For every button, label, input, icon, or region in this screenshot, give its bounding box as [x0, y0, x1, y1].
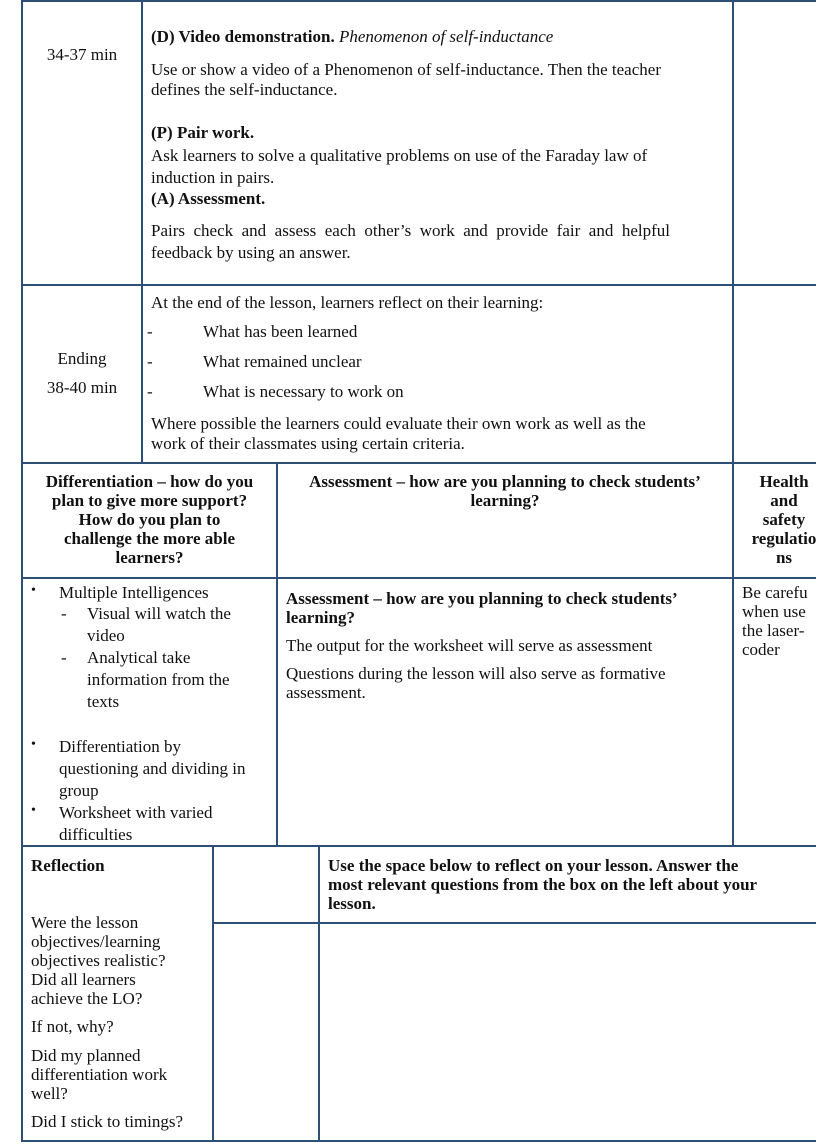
assessment-heading: (A) Assessment.: [151, 189, 266, 208]
video-heading-italic: Phenomenon of self-inductance: [338, 27, 554, 46]
text-line: learning?: [286, 608, 355, 627]
header-line: learners?: [115, 548, 184, 567]
header-line: and: [770, 491, 798, 510]
pair-work-line-2: induction in pairs.: [151, 168, 275, 187]
ending-time: 38-40 min: [46, 378, 118, 397]
text-line: assessment.: [286, 683, 366, 702]
assessment-line-output: The output for the worksheet will serve as assessment: [286, 636, 653, 655]
video-heading-bold: (D) Video demonstration.: [151, 27, 335, 46]
pair-work-heading: (P) Pair work.: [151, 123, 255, 142]
text-line: coder: [742, 640, 780, 659]
reflection-question-3: [31, 1046, 167, 1103]
diff-sub-visual: [87, 604, 231, 645]
right-column-divider-top: [732, 0, 734, 463]
header-line: regulatio: [751, 529, 816, 548]
differentiation-header: [23, 472, 276, 567]
row-divider-3: [21, 577, 816, 579]
header-line: plan to give more support?: [51, 491, 248, 510]
text-line: Be carefu: [742, 583, 808, 602]
list-dash: -: [147, 382, 153, 401]
diff-item-worksheet: [59, 803, 212, 844]
text-line: differentiation work: [31, 1065, 168, 1084]
text-line: achieve the LO?: [31, 989, 143, 1008]
header-line: Differentiation – how do you: [45, 472, 254, 491]
assessment-line-questions: [286, 664, 666, 702]
ending-intro: At the end of the lesson, learners reflect on their learning:: [151, 293, 544, 312]
lesson-plan-page: [21, 0, 816, 1145]
text-line: the laser-: [742, 621, 805, 640]
header-line: How do you plan to: [78, 510, 221, 529]
text-line: Analytical take: [87, 648, 191, 667]
ending-label: Ending: [57, 349, 107, 368]
header-line: safety: [762, 510, 806, 529]
time-label-34-37: 34-37 min: [46, 45, 118, 64]
text-line: Did my planned: [31, 1046, 141, 1065]
reflection-prompt: [328, 856, 757, 913]
text-line: Assessment – how are you planning to check students’: [286, 589, 678, 608]
text-line: Did all learners: [31, 970, 136, 989]
bullet-icon: •: [31, 737, 36, 752]
health-content: [742, 583, 808, 659]
assessment-header: [278, 472, 732, 510]
list-dash: -: [147, 352, 153, 371]
header-line: learning?: [470, 491, 540, 510]
reflection-notes-area[interactable]: [320, 924, 816, 1140]
list-item-text: What is necessary to work on: [203, 382, 404, 401]
text-line: well?: [31, 1084, 68, 1103]
reflection-question-1: [31, 913, 166, 1008]
header-line: Health: [759, 472, 809, 491]
text-line: Use the space below to reflect on your lesson. Answer the: [328, 856, 739, 875]
header-line: challenge the more able: [63, 529, 236, 548]
assessment-content-heading: [286, 589, 678, 627]
text-line: Differentiation by: [59, 737, 181, 756]
table-bottom-border: [21, 1140, 816, 1142]
text-line: objectives realistic?: [31, 951, 166, 970]
video-text-line-1: Use or show a video of a Phenomenon of self-inductance. Then the teacher: [151, 60, 661, 79]
text-line: when use: [742, 602, 806, 621]
text-line: Worksheet with varied: [59, 803, 213, 822]
reflection-heading: Reflection: [31, 856, 105, 875]
text-line: Visual will watch the: [87, 604, 231, 623]
text-line: lesson.: [328, 894, 376, 913]
text-line: video: [87, 626, 125, 645]
text-line: texts: [87, 692, 120, 711]
diff-item-multiple-intelligences: Multiple Intelligences: [59, 583, 209, 602]
health-header: [734, 472, 816, 567]
reflection-column-divider-1: [212, 845, 214, 1141]
diff-item-questioning: [59, 737, 246, 800]
pair-work-line-1: Ask learners to solve a qualitative problems on use of the Faraday law of: [151, 146, 648, 165]
ending-closing-line-2: work of their classmates using certain criteria.: [151, 434, 465, 453]
sub-dash: -: [61, 604, 67, 623]
text-line: Were the lesson: [31, 913, 139, 932]
text-line: questioning and dividing in: [59, 759, 246, 778]
table-left-border: [21, 0, 23, 1142]
video-text-line-2: defines the self-inductance.: [151, 80, 338, 99]
text-line: difficulties: [59, 825, 133, 844]
text-line: Questions during the lesson will also serve as formative: [286, 664, 666, 683]
bullet-icon: •: [31, 803, 36, 818]
header-line: ns: [775, 548, 793, 567]
list-item-text: What remained unclear: [203, 352, 362, 371]
assessment-line-2: feedback by using an answer.: [151, 243, 351, 262]
assessment-line-1: Pairs check and assess each other’s work and provide fair and helpful: [151, 221, 670, 240]
bullet-icon: •: [31, 583, 36, 598]
header-line: Assessment – how are you planning to check students’: [309, 472, 701, 491]
ending-closing-line-1: Where possible the learners could evaluate their own work as well as the: [151, 414, 646, 433]
list-item-text: What has been learned: [203, 322, 358, 341]
reflection-question-2: If not, why?: [31, 1017, 114, 1036]
text-line: objectives/learning: [31, 932, 161, 951]
text-line: information from the: [87, 670, 230, 689]
video-heading: [151, 27, 553, 46]
sub-dash: -: [61, 648, 67, 667]
diff-sub-analytical: [87, 648, 230, 711]
list-dash: -: [147, 322, 153, 341]
row-divider-4: [21, 845, 816, 847]
diff-column-divider: [276, 462, 278, 846]
text-line: most relevant questions from the box on the left about your: [328, 875, 758, 894]
time-column-divider: [141, 0, 143, 463]
text-line: group: [59, 781, 99, 800]
reflection-question-4: Did I stick to timings?: [31, 1112, 184, 1131]
